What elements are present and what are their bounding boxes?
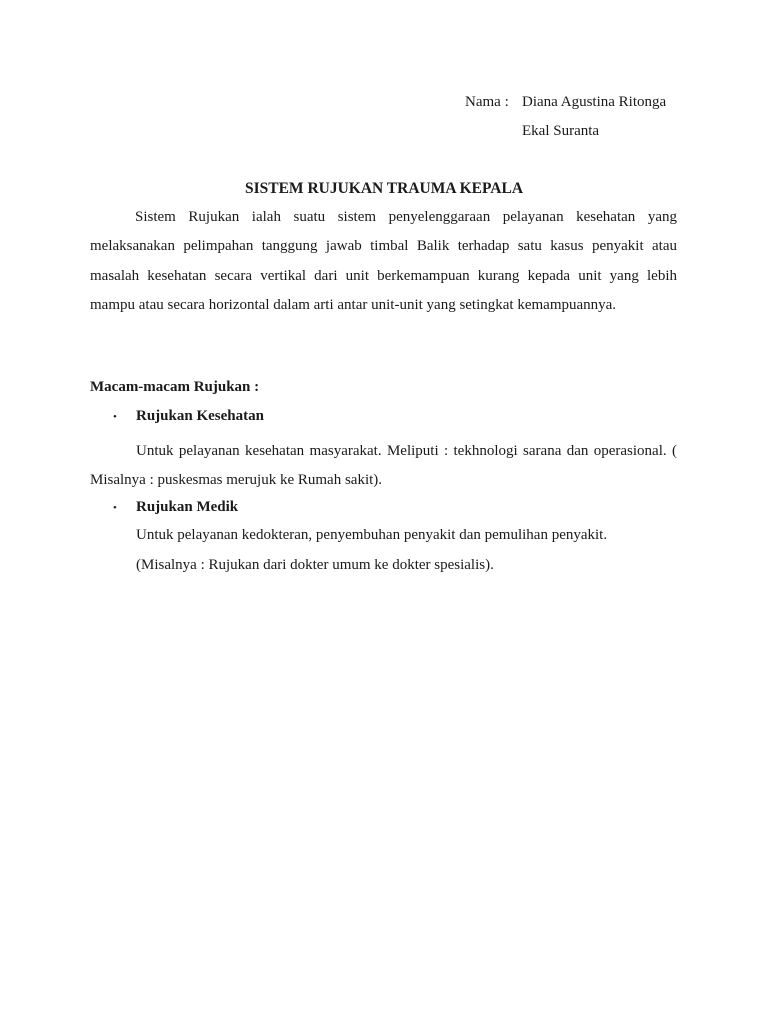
item-text-rujukan-medik: Untuk pelayanan kedokteran, penyembuhan penyakit dan pemulihan penyakit. <box>136 527 608 543</box>
item-text-rujukan-kesehatan: Untuk pelayanan kesehatan masyarakat. Meliputi : tekhnologi sarana dan operasional. ( Misalnya : puskesmas merujuk ke Rumah sakit). <box>90 443 677 489</box>
item-label-rujukan-kesehatan: Rujukan Kesehatan <box>136 408 264 424</box>
author-name-2: Ekal Suranta <box>522 123 600 139</box>
document-title: SISTEM RUJUKAN TRAUMA KEPALA <box>244 180 524 197</box>
bullet-icon: • <box>113 502 117 514</box>
item-label-rujukan-medik: Rujukan Medik <box>136 499 239 515</box>
intro-paragraph: Sistem Rujukan ialah suatu sistem penyelenggaraan pelayanan kesehatan yang melaksanakan pelimpahan tanggung jawab timbal Balik terhadap satu kasus penyakit atau masalah kesehatan secara vertikal dari unit berkemampuan kurang kepada unit yang lebih mampu atau secara horizontal dalam arti antar unit-unit yang setingkat kemampuannya. <box>90 209 677 314</box>
bullet-icon: • <box>113 411 117 423</box>
item-example-rujukan-medik: (Misalnya : Rujukan dari dokter umum ke dokter spesialis). <box>136 557 494 573</box>
section-heading: Macam-macam Rujukan : <box>90 379 260 395</box>
name-label: Nama : <box>465 94 509 110</box>
author-name-1: Diana Agustina Ritonga <box>522 94 667 110</box>
